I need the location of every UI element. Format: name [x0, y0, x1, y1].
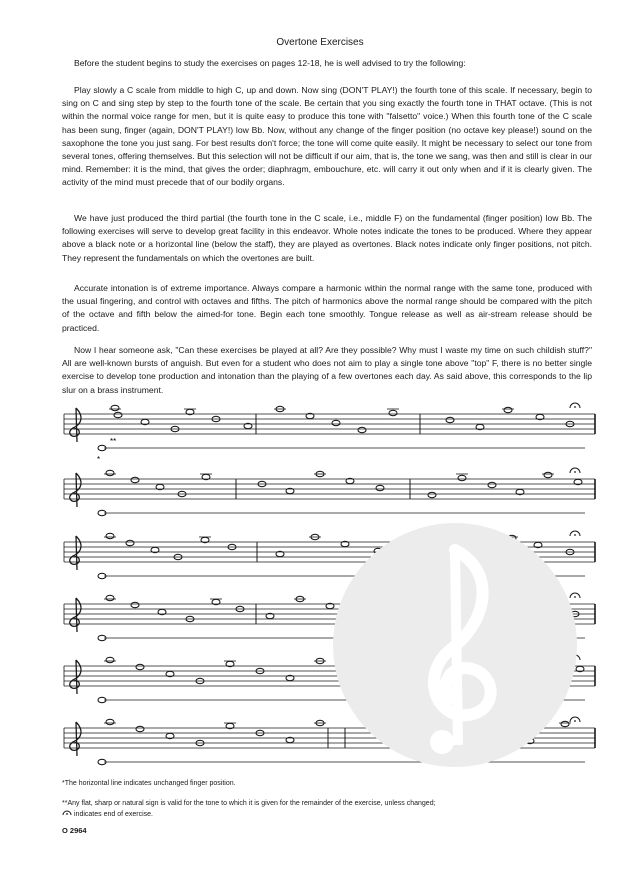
whole-note	[111, 405, 119, 410]
whole-note	[488, 482, 496, 487]
whole-note	[358, 427, 366, 432]
whole-note	[504, 407, 512, 412]
paragraph-4: Now I hear someone ask, "Can these exercises be played at all? Are they possible? Why must I waste my time on such childish stuff?" All are well-known bursts of anguish. But even for a student who does not aim to play a single tone above "top" F, there is no better single exercise to develop tone production and intonation than the playing of a few overtones each day. As said above, this corresponds to the lip slur on a brass instrument.	[62, 345, 592, 395]
paragraph-2: We have just produced the third partial (the fourth tone in the C scale, i.e., middle F) on the fundamental (finger position) low Bb. The following exercises will serve to develop great facility in this endeavor. Whole notes indicate the tones to be produced. Where they appear above a black note or a horizontal line (below the staff), they are played as overtones. Black notes indicate only finger positions, not pitch. They represent the fundamentals on which the overtones are built.	[62, 213, 592, 263]
whole-note	[136, 726, 144, 731]
treble-clef-icon	[70, 536, 81, 570]
whole-note	[106, 595, 114, 600]
treble-clef-icon	[70, 598, 81, 632]
treble-clef-icon	[70, 408, 81, 442]
fermata-dot	[574, 406, 576, 408]
whole-note	[446, 417, 454, 422]
whole-note	[106, 470, 114, 475]
double-asterisk-mark: **	[110, 437, 117, 446]
footnote-1: *The horizontal line indicates unchanged finger position.	[62, 780, 236, 787]
whole-note	[389, 410, 397, 415]
paragraph-3: Accurate intonation is of extreme importance. Always compare a harmonic within the normal range with the same tone, produced with the usual fingering, and control with octaves and fifths. The pitch of harmonics above the normal range should be compared with the pitch of the octave and fifth below the aimed-for tone. Begin each tone smoothly. Tongue release as well as air-stream release should be practiced.	[62, 283, 592, 333]
whole-note	[332, 420, 340, 425]
asterisk-mark: *	[97, 455, 101, 464]
fermata-dot	[574, 471, 576, 473]
catalog-number: O 2964	[62, 826, 87, 835]
page-title: Overtone Exercises	[276, 37, 364, 48]
treble-clef-icon	[70, 473, 81, 507]
footnote-2-line2: indicates end of exercise.	[74, 811, 153, 818]
whole-note	[544, 472, 552, 477]
intro-paragraph: Before the student begins to study the exercises on pages 12-18, he is well advised to try the following:	[74, 58, 466, 68]
whole-note	[428, 492, 436, 497]
footnote-2	[62, 799, 602, 820]
paragraph-1: Play slowly a C scale from middle to high C, up and down. Now sing (DON'T PLAY!) the fourth tone of this scale. If necessary, begin to sing on C and sing step by step to the fourth tone of the scale. Be certain that you sing exactly the fourth tone in THAT octave. (This is not within the normal voice range for men, but it is quite easy to produce this tone with "falsetto" voice.) When this fourth tone of the C scale has been sung, finger (again, DON'T PLAY!) low Bb. Now, without any change of the finger position (no octave key please!) sound on the saxophone the tone you just sang. For best results don't force; the tone will come quite easily. It might be necessary to select our tone from several tones, offering themselves. But this selection will not be difficult if our aim, that is, the tone we sang, was then and still is clear in our mind. Remember: it is the mind, that gives the order; diaphragm, embouchure, etc. will carry it out only when and if it is clearly given. The activity of the mind must precede that of our bodily organs.	[62, 85, 592, 188]
treble-clef-icon	[70, 722, 81, 756]
whole-note	[126, 540, 134, 545]
treble-clef-watermark-icon	[330, 520, 580, 770]
whole-note	[106, 657, 114, 662]
whole-note	[136, 664, 144, 669]
treble-clef-icon	[70, 660, 81, 694]
whole-note	[458, 475, 466, 480]
whole-note	[131, 602, 139, 607]
whole-note	[114, 412, 122, 417]
whole-note	[131, 477, 139, 482]
fermata-icon	[62, 809, 74, 820]
whole-note	[106, 533, 114, 538]
whole-note	[376, 485, 384, 490]
whole-note	[106, 719, 114, 724]
footnote-2-line1: **Any flat, sharp or natural sign is valid for the tone to which it is given for the remainder of the exercise, unless changed;	[62, 800, 436, 807]
